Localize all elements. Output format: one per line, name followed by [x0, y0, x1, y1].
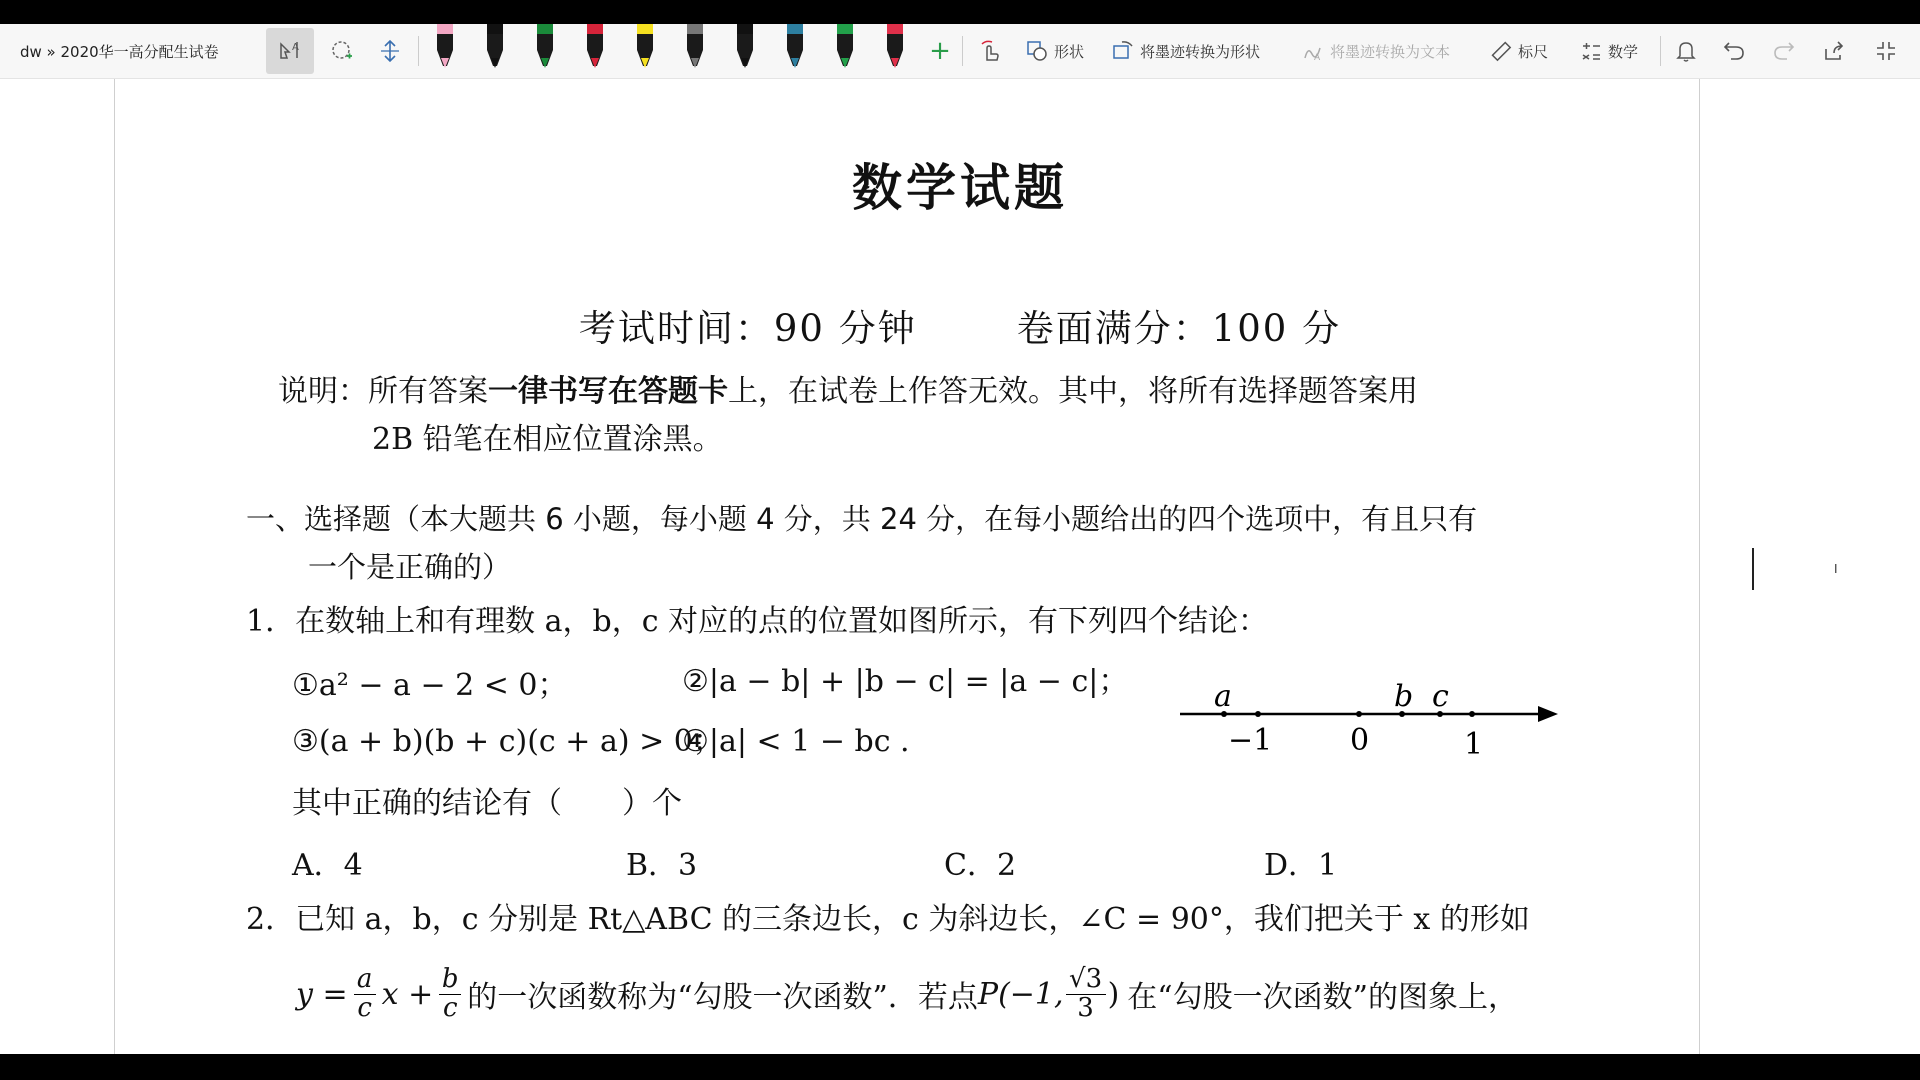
number-line-arrow — [1538, 706, 1558, 722]
touch-draw-icon — [978, 38, 1002, 64]
pen-icon — [580, 24, 610, 76]
document-title[interactable]: dw » 2020华一高分配生试卷 — [20, 42, 219, 61]
q1-option-c: C．2 — [944, 848, 1017, 883]
ink-to-shape-button[interactable] — [1112, 24, 1260, 78]
toolbar-separator — [962, 36, 963, 66]
q2-frac1-den: c — [357, 992, 372, 1023]
section1-heading: 一、选择题（本大题共 6 小题，每小题 4 分，共 24 分，在每小题给出的四个选项中，有且只有 — [246, 502, 1478, 536]
q1-option-d: D．1 — [1264, 848, 1338, 883]
pen-icon — [630, 24, 660, 76]
undo-icon — [1722, 39, 1746, 63]
math-button[interactable] — [1580, 24, 1638, 78]
notifications-button[interactable] — [1672, 24, 1700, 78]
label-minus-one: −1 — [1228, 723, 1273, 758]
q2-tail: 在“勾股一次函数”的图象上， — [1127, 980, 1518, 1015]
q2-stem-line2 — [296, 958, 1518, 1030]
redo-icon — [1772, 39, 1796, 63]
shapes-icon — [1026, 40, 1048, 62]
q2-den3: 3 — [1077, 992, 1094, 1023]
full-score: 卷面满分：100 分 — [1016, 307, 1342, 350]
ink-select-icon — [277, 38, 303, 64]
section1-heading-cont: 一个是正确的） — [308, 550, 512, 584]
pen-gray[interactable] — [680, 24, 710, 76]
pen-icon — [730, 24, 760, 76]
ink-toolbar — [0, 24, 1920, 79]
q2-fraction-b-over-c — [439, 966, 461, 1022]
q2-frac1-num: a — [356, 964, 373, 995]
q2-frac2-den: c — [442, 992, 458, 1023]
toolbar-separator — [418, 36, 419, 66]
instructions-prefix: 说明：所有答案 — [278, 374, 488, 409]
q1-conclusion-2: ②|a − b| + |b − c| = |a − c|； — [682, 664, 1129, 699]
q1-conclusion-4: ④|a| < 1 − bc . — [682, 724, 910, 759]
ruler-label: 标尺 — [1518, 42, 1549, 61]
q2-frac2-num: b — [441, 964, 459, 995]
ibeam-cursor-icon: I — [1834, 562, 1838, 576]
exam-info — [0, 298, 1920, 352]
shape-button[interactable] — [1026, 24, 1084, 78]
pen-red[interactable] — [580, 24, 610, 76]
collapse-button[interactable] — [1872, 24, 1900, 78]
pen-icon — [430, 24, 460, 76]
q2-stem-line1: 2．已知 a，b，c 分别是 Rt△ABC 的三条边长，c 为斜边长，∠C = 90°，我们把关于 x 的形如 — [246, 902, 1530, 937]
tick-zero — [1356, 711, 1362, 717]
ink-to-shape-icon — [1112, 40, 1134, 62]
q2-definition-text: 的一次函数称为“勾股一次函数”．若点 — [467, 980, 978, 1015]
ruler-button[interactable] — [1490, 24, 1548, 78]
add-pen-button[interactable] — [928, 24, 952, 78]
math-icon — [1580, 40, 1602, 62]
pen-icon — [830, 24, 860, 76]
redo-button[interactable] — [1770, 24, 1798, 78]
q2-sqrt3: √3 — [1069, 964, 1103, 995]
instructions-bold: 一律书写在答题卡 — [488, 374, 728, 409]
pen-teal[interactable] — [780, 24, 810, 76]
math-label: 数学 — [1608, 42, 1639, 61]
pen-icon — [880, 24, 910, 76]
undo-button[interactable] — [1720, 24, 1748, 78]
lasso-select-tool[interactable] — [266, 28, 314, 74]
shape-label: 形状 — [1054, 42, 1085, 61]
q1-option-a: A．4 — [292, 848, 363, 883]
q1-conclusion-3: ③(a + b)(b + c)(c + a) > 0； — [292, 724, 723, 759]
q2-point-suffix: ) — [1107, 976, 1120, 1012]
ink-to-text-button[interactable] — [1302, 24, 1450, 78]
instructions-suffix: 上，在试卷上作答无效。其中，将所有选择题答案用 — [728, 374, 1418, 409]
number-line-figure — [1170, 670, 1560, 760]
label-b: b — [1394, 679, 1414, 714]
pen-icon — [680, 24, 710, 76]
tick-one — [1469, 711, 1475, 717]
pen-black-1[interactable] — [480, 24, 510, 76]
toolbar-separator — [1660, 36, 1661, 66]
label-a: a — [1214, 679, 1232, 714]
q1-stem: 1．在数轴上和有理数 a，b，c 对应的点的位置如图所示，有下列四个结论： — [246, 604, 1269, 639]
plus-icon: + — [929, 36, 951, 66]
bell-icon — [1675, 39, 1697, 63]
q1-question: 其中正确的结论有（ ）个 — [292, 786, 682, 821]
pen-icon — [780, 24, 810, 76]
share-button[interactable] — [1820, 24, 1848, 78]
svg-text:A: A — [292, 42, 299, 53]
insert-space-tool[interactable] — [374, 24, 406, 78]
collapse-icon — [1875, 40, 1897, 62]
q1-conclusion-1: ①a² − a − 2 < 0； — [292, 668, 568, 703]
pen-crimson[interactable] — [880, 24, 910, 76]
pen-icon — [530, 24, 560, 76]
pen-black-2[interactable] — [730, 24, 760, 76]
q2-y-equals: y = — [296, 976, 348, 1012]
ink-to-shape-label: 将墨迹转换为形状 — [1140, 42, 1261, 61]
pen-green-1[interactable] — [530, 24, 560, 76]
q1-option-b: B．3 — [626, 848, 698, 883]
touch-draw-button[interactable] — [976, 24, 1004, 78]
ruler-icon — [1490, 40, 1512, 62]
q2-x-plus: x + — [381, 976, 434, 1012]
label-c: c — [1432, 679, 1449, 714]
exam-title: 数学试题 — [852, 159, 1068, 217]
share-icon — [1822, 39, 1846, 63]
label-one: 1 — [1464, 727, 1484, 760]
text-cursor — [1752, 548, 1754, 590]
tick-minus-one — [1255, 711, 1261, 717]
insert-space-icon — [377, 38, 403, 64]
instructions-line1 — [278, 374, 1418, 410]
lasso-icon — [329, 38, 355, 64]
pen-yellow[interactable] — [630, 24, 660, 76]
top-black-bar — [0, 0, 1920, 24]
q2-fraction-a-over-c — [354, 966, 376, 1022]
ink-to-text-label: 将墨迹转换为文本 — [1330, 42, 1451, 61]
pen-pink[interactable] — [430, 24, 460, 76]
lasso-tool[interactable] — [326, 24, 358, 78]
exam-time: 考试时间：90 分钟 — [578, 307, 917, 350]
q2-point-prefix: P(−1, — [977, 976, 1064, 1012]
ink-to-text-icon — [1302, 40, 1324, 62]
pen-green-2[interactable] — [830, 24, 860, 76]
svg-text:A: A — [1314, 53, 1321, 62]
pen-icon — [480, 24, 510, 76]
instructions-line2: 2B 铅笔在相应位置涂黑。 — [372, 422, 723, 457]
bottom-black-bar — [0, 1054, 1920, 1080]
q2-fraction-sqrt3-over-3 — [1066, 966, 1106, 1022]
label-zero: 0 — [1350, 723, 1370, 758]
